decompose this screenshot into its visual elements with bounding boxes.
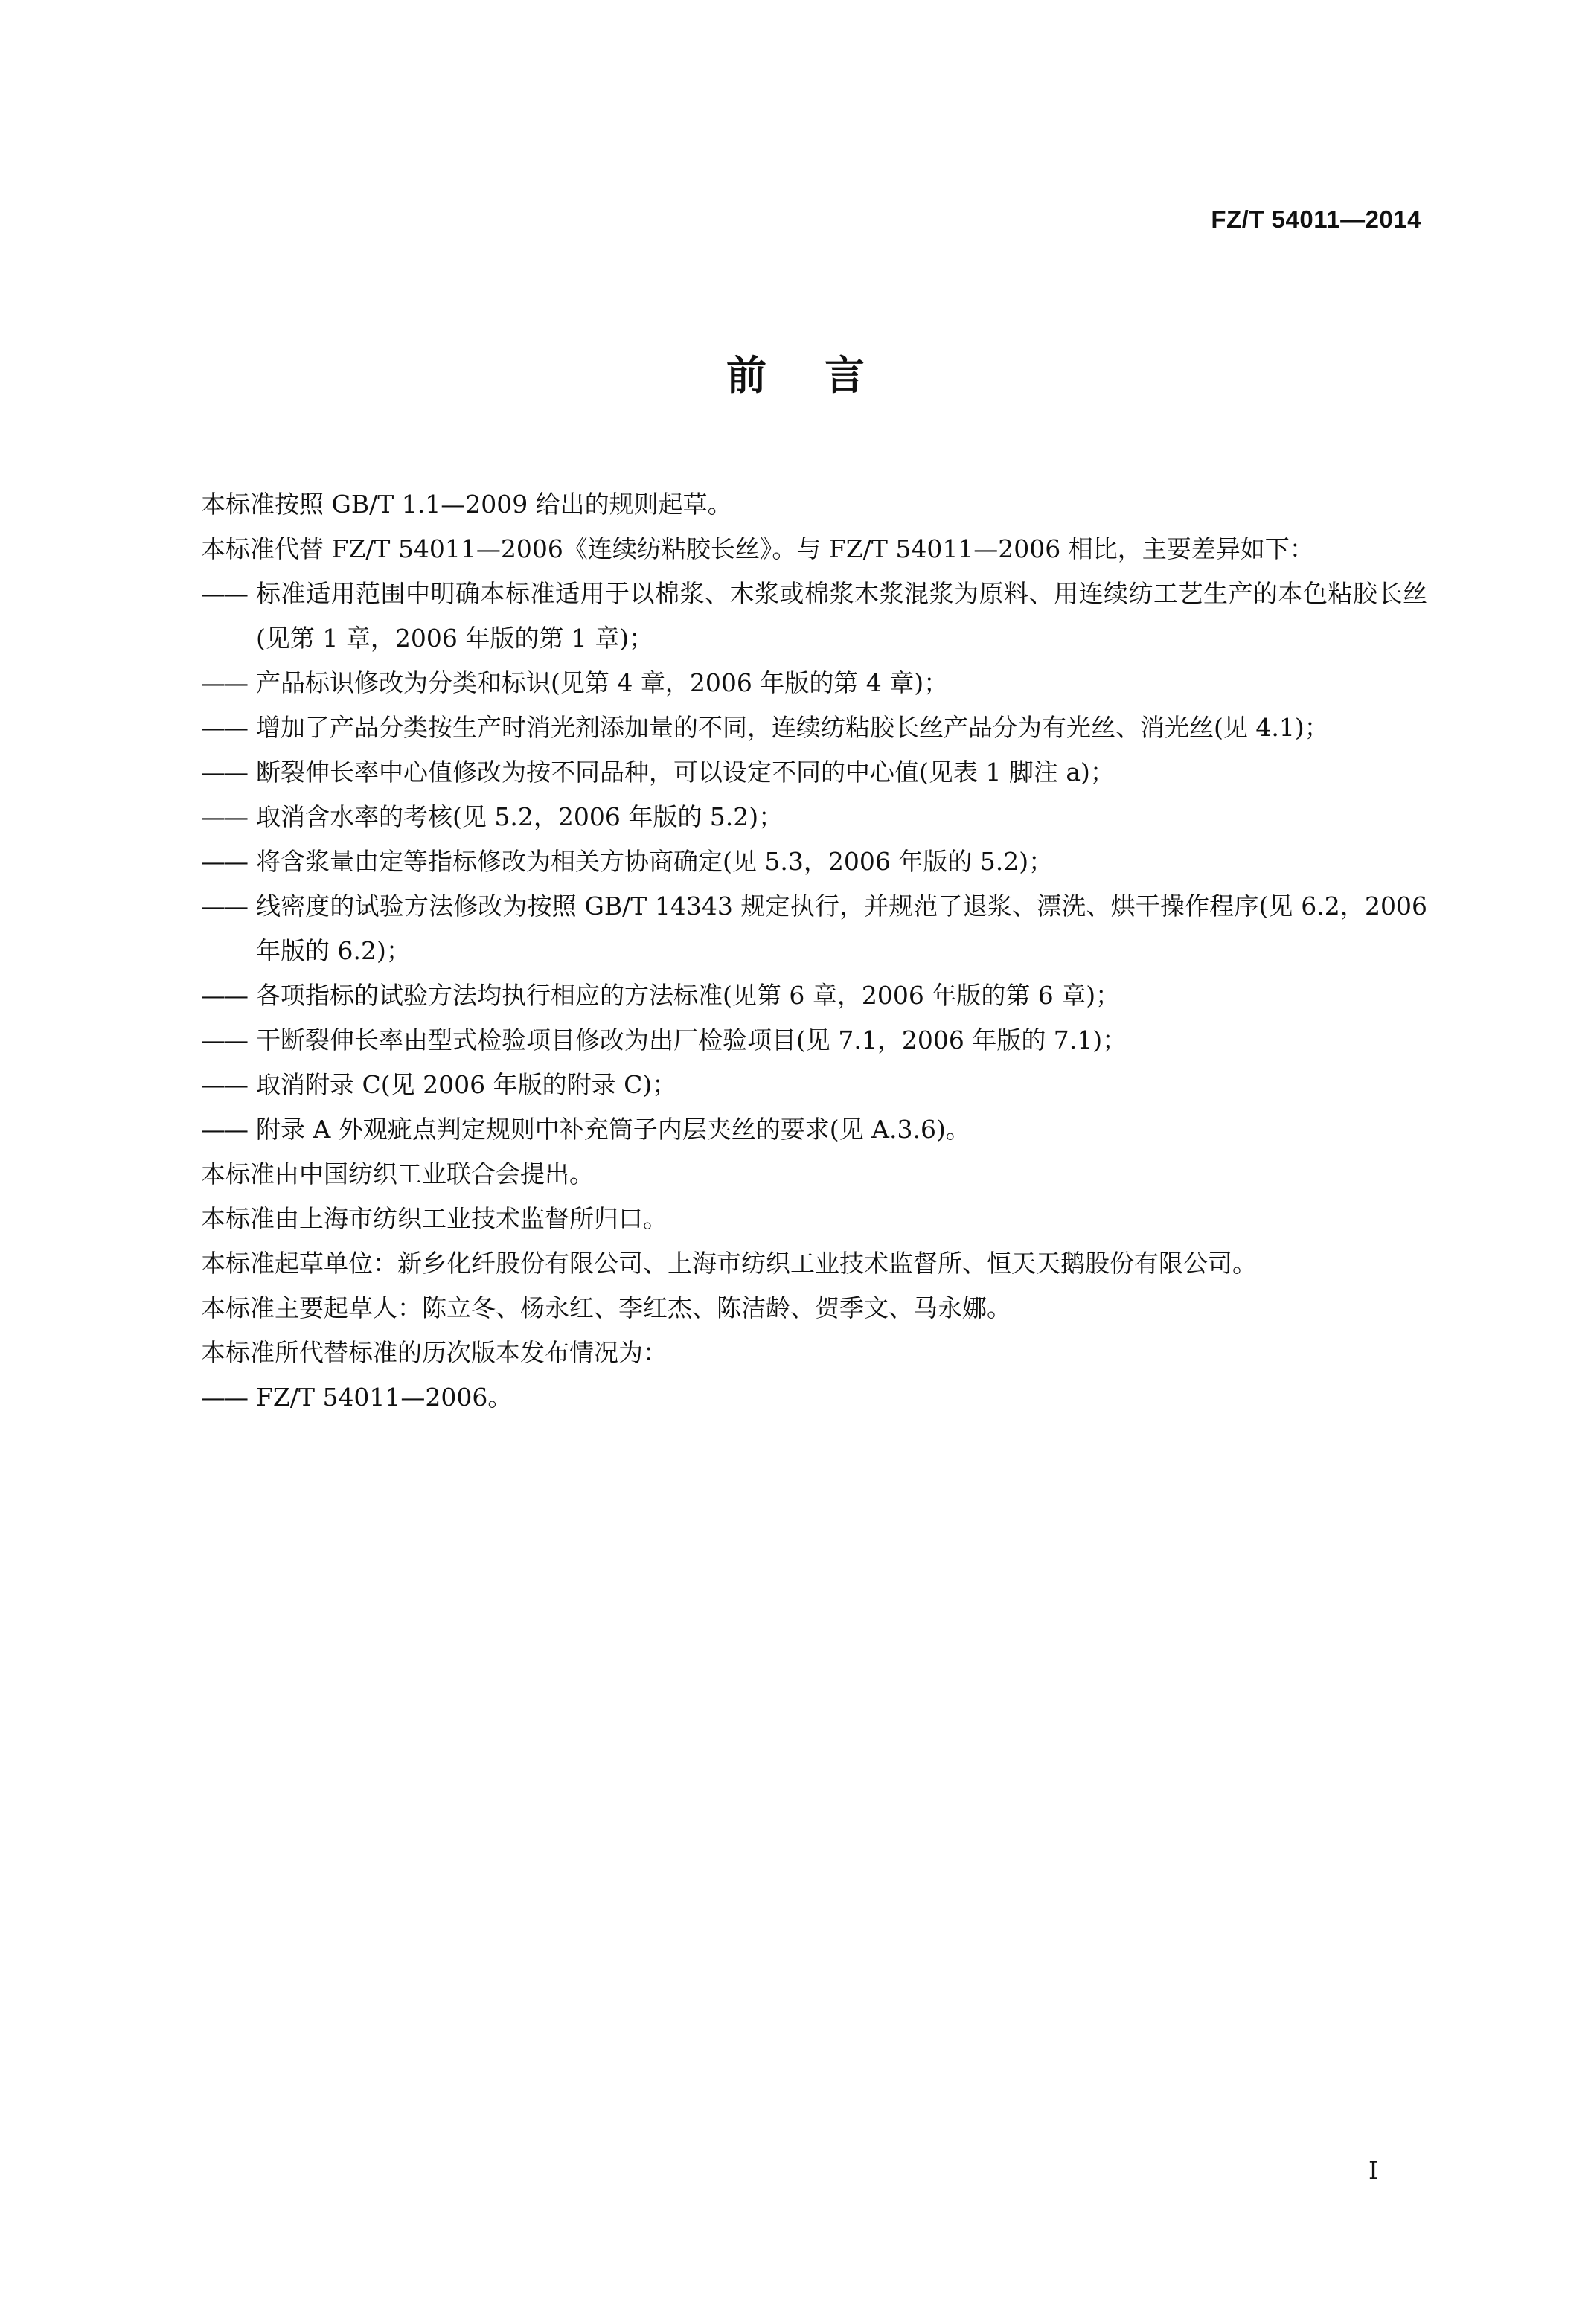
paragraph-administered-by: 本标准由上海市纺织工业技术监督所归口。 (201, 1204, 668, 1233)
paragraph-history-intro: 本标准所代替标准的历次版本发布情况为： (201, 1338, 668, 1367)
paragraph-drafting-units: 本标准起草单位：新乡化纤股份有限公司、上海市纺织工业技术监督所、恒天天鹅股份有限公司。 (201, 1249, 1257, 1278)
change-item (201, 795, 1427, 839)
list-dash: —— (201, 668, 247, 697)
list-dash: —— (201, 981, 247, 1010)
change-item (201, 839, 1427, 884)
list-dash: —— (201, 802, 247, 831)
change-item (201, 1018, 1427, 1063)
change-item (201, 1063, 1427, 1107)
change-item (201, 572, 1427, 661)
change-item-text: 产品标识修改为分类和标识(见第 4 章，2006 年版的第 4 章)； (256, 668, 949, 697)
change-item (201, 1107, 1427, 1152)
change-item-text: 附录 A 外观疵点判定规则中补充筒子内层夹丝的要求(见 A.3.6)。 (256, 1115, 970, 1144)
change-item-text: 线密度的试验方法修改为按照 GB/T 14343 规定执行，并规范了退浆、漂洗、烘干操作程序(见 6.2，2006 年版的 6.2)； (256, 891, 1427, 965)
list-dash: —— (201, 847, 247, 876)
change-item-text: 干断裂伸长率由型式检验项目修改为出厂检验项目(见 7.1，2006 年版的 7.1)； (256, 1025, 1127, 1054)
list-dash: —— (201, 1383, 247, 1412)
list-dash: —— (201, 1025, 247, 1054)
change-list (201, 572, 1427, 1152)
change-item (201, 973, 1427, 1018)
page-title: 前言 (726, 352, 923, 399)
document-body (201, 482, 1427, 1420)
change-item-text: 将含浆量由定等指标修改为相关方协商确定(见 5.3，2006 年版的 5.2)； (256, 847, 1054, 876)
history-item (201, 1375, 1427, 1420)
paragraph-replaces: 本标准代替 FZ/T 54011—2006《连续纺粘胶长丝》。与 FZ/T 54011—2006 相比，主要差异如下： (201, 534, 1314, 563)
change-item-text: 各项指标的试验方法均执行相应的方法标准(见第 6 章，2006 年版的第 6 章)； (256, 981, 1121, 1010)
change-item (201, 705, 1427, 750)
list-dash: —— (201, 579, 247, 608)
list-dash: —— (201, 891, 247, 921)
change-item-text: 断裂伸长率中心值修改为按不同品种，可以设定不同的中心值(见表 1 脚注 a)； (256, 758, 1115, 787)
history-item-text: FZ/T 54011—2006。 (256, 1383, 513, 1412)
change-item (201, 661, 1427, 705)
list-dash: —— (201, 1115, 247, 1144)
paragraph-main-drafters: 本标准主要起草人：陈立冬、杨永红、李红杰、陈洁龄、贺季文、马永娜。 (201, 1293, 1011, 1322)
change-item-text: 标准适用范围中明确本标准适用于以棉浆、木浆或棉浆木浆混浆为原料、用连续纺工艺生产的本色粘胶长丝(见第 1 章，2006 年版的第 1 章)； (256, 579, 1427, 653)
change-item-text: 增加了产品分类按生产时消光剂添加量的不同，连续纺粘胶长丝产品分为有光丝、消光丝(见 4.1)； (256, 713, 1329, 742)
change-item-text: 取消附录 C(见 2006 年版的附录 C)； (256, 1070, 677, 1099)
list-dash: —— (201, 758, 247, 787)
list-dash: —— (201, 1070, 247, 1099)
change-item-text: 取消含水率的考核(见 5.2，2006 年版的 5.2)； (256, 802, 784, 831)
standard-number: FZ/T 54011—2014 (1211, 205, 1421, 233)
list-dash: —— (201, 713, 247, 742)
page-number: I (1368, 2156, 1378, 2185)
change-item (201, 750, 1427, 795)
paragraph-proposed-by: 本标准由中国纺织工业联合会提出。 (201, 1159, 594, 1188)
change-item (201, 884, 1427, 973)
paragraph-drafting-rules: 本标准按照 GB/T 1.1—2009 给出的规则起草。 (201, 490, 732, 519)
